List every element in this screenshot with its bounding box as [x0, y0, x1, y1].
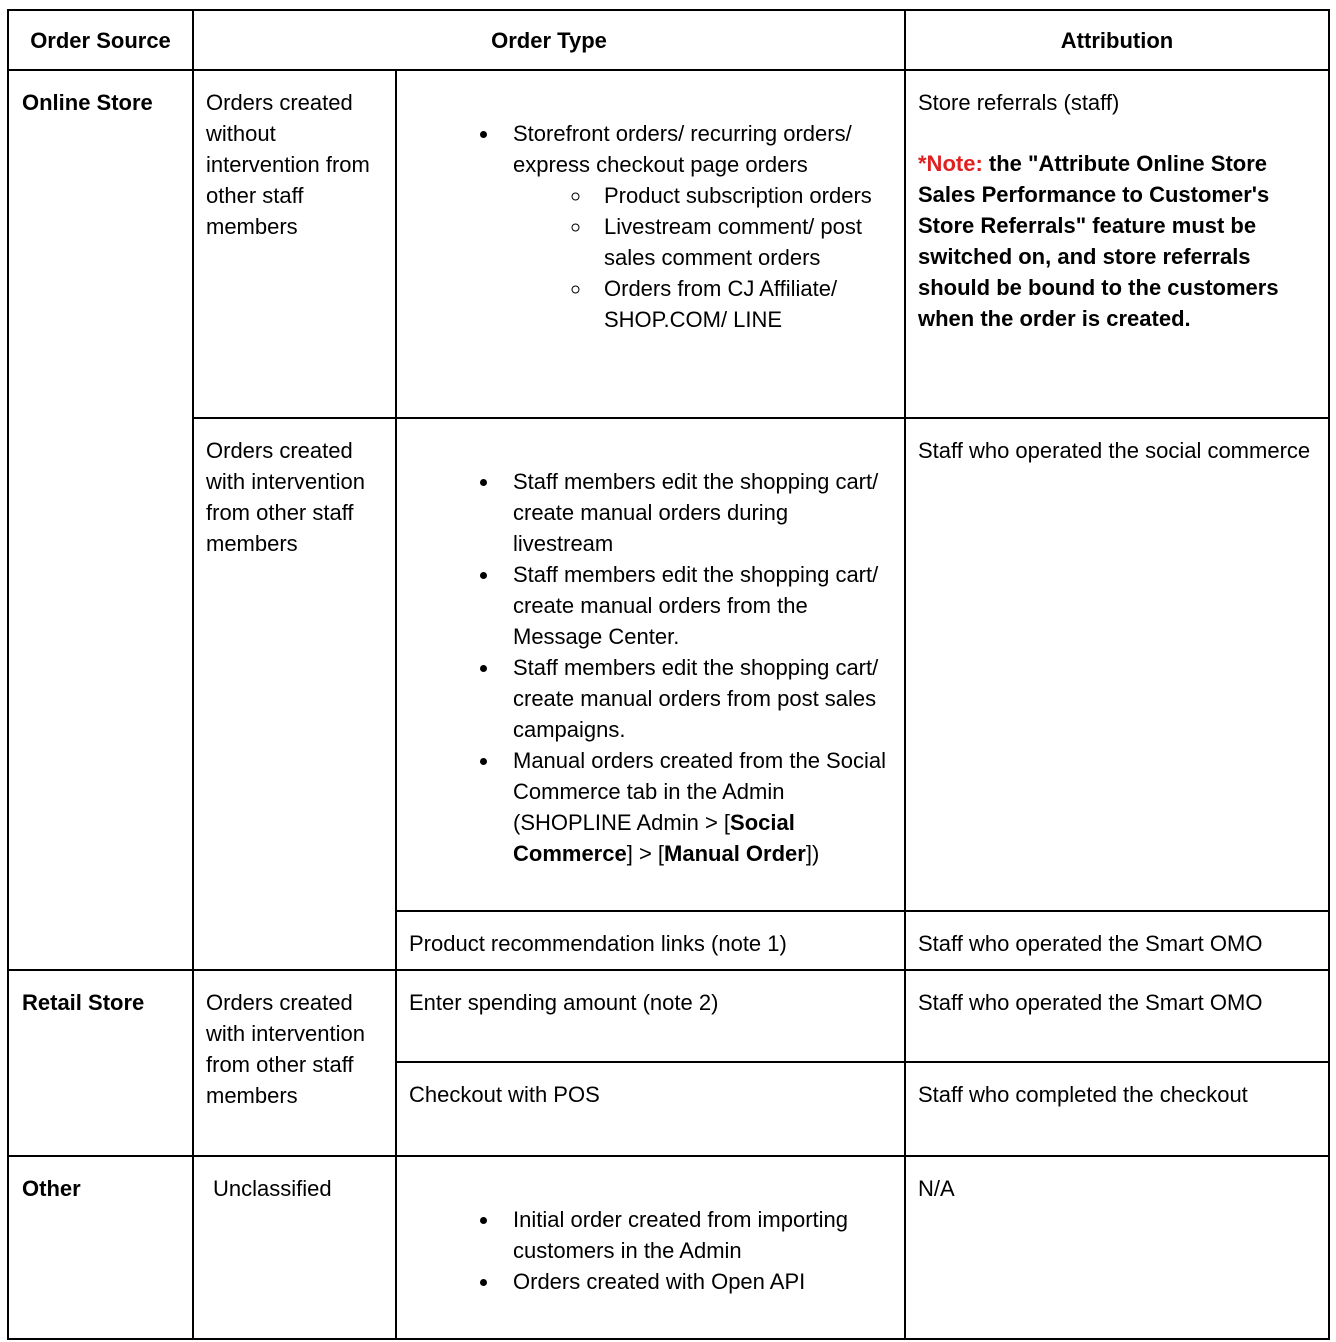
admin-path-manual-order: Manual Order: [664, 841, 806, 866]
list-item: • Staff members edit the shopping cart/ create manual orders from post sales campaigns.: [500, 652, 894, 745]
attribution-cell: Staff who operated the Smart OMO: [905, 970, 1329, 1062]
attribution-cell: N/A: [905, 1156, 1329, 1339]
admin-path-social-commerce: Social Commerce: [513, 810, 795, 866]
order-type-list-cell: [396, 418, 905, 911]
category-unclassified: Unclassified: [193, 1156, 396, 1339]
category-without-intervention: Orders created without intervention from other staff members: [193, 70, 396, 418]
order-type-list: [409, 1204, 894, 1297]
order-type-list: [409, 118, 894, 335]
header-order-source: Order Source: [8, 10, 193, 70]
list-item-text: Manual orders created from the Social Commerce tab in the Admin (SHOPLINE Admin > [: [513, 748, 886, 835]
order-type-list-cell: [396, 1156, 905, 1339]
table-row: [8, 70, 1329, 418]
attribution-cell: Staff who completed the checkout: [905, 1062, 1329, 1156]
attribution-cell: Staff who operated the Smart OMO: [905, 911, 1329, 970]
table-row: [8, 970, 1329, 1062]
list-item: [500, 745, 894, 869]
list-item-text: Storefront orders/ recurring orders/ express checkout page orders: [513, 121, 852, 177]
header-attribution: Attribution: [905, 10, 1329, 70]
order-type-cell: Product recommendation links (note 1): [396, 911, 905, 970]
order-type-list: [409, 466, 894, 869]
list-item: ◦ Livestream comment/ post sales comment orders: [592, 211, 894, 273]
attribution-table-wrapper: [7, 9, 1330, 1340]
table-row: [8, 1156, 1329, 1339]
order-type-cell: Enter spending amount (note 2): [396, 970, 905, 1062]
sub-list: [513, 180, 894, 335]
list-item: [500, 118, 894, 335]
list-item: • Orders created with Open API: [500, 1266, 894, 1297]
list-item: ◦ Product subscription orders: [592, 180, 894, 211]
note-text: the "Attribute Online Store Sales Performance to Customer's Store Referrals" feature must be switched on, and store referrals should be bound to the customers when the order is created.: [918, 151, 1279, 331]
note-label: *Note:: [918, 151, 983, 176]
category-retail-with-intervention: Orders created with intervention from other staff members: [193, 970, 396, 1156]
order-type-cell: Checkout with POS: [396, 1062, 905, 1156]
order-attribution-table: [7, 9, 1330, 1340]
list-item: ◦ Orders from CJ Affiliate/ SHOP.COM/ LINE: [592, 273, 894, 335]
source-other: Other: [8, 1156, 193, 1339]
list-item-text: ] > [: [626, 841, 665, 866]
category-with-intervention: Orders created with intervention from other staff members: [193, 418, 396, 970]
list-item-text: ]): [805, 841, 820, 866]
header-order-type: Order Type: [193, 10, 905, 70]
attribution-cell: [905, 70, 1329, 418]
table-row: [8, 418, 1329, 911]
attribution-text: Store referrals (staff): [918, 90, 1120, 115]
list-item: • Staff members edit the shopping cart/ create manual orders from the Message Center.: [500, 559, 894, 652]
attribution-note: [918, 148, 1318, 334]
source-online-store: Online Store: [8, 70, 193, 970]
header-row: [8, 10, 1329, 70]
attribution-cell: Staff who operated the social commerce: [905, 418, 1329, 911]
list-item: • Staff members edit the shopping cart/ create manual orders during livestream: [500, 466, 894, 559]
source-retail-store: Retail Store: [8, 970, 193, 1156]
order-type-list-cell: [396, 70, 905, 418]
list-item: • Initial order created from importing customers in the Admin: [500, 1204, 894, 1266]
